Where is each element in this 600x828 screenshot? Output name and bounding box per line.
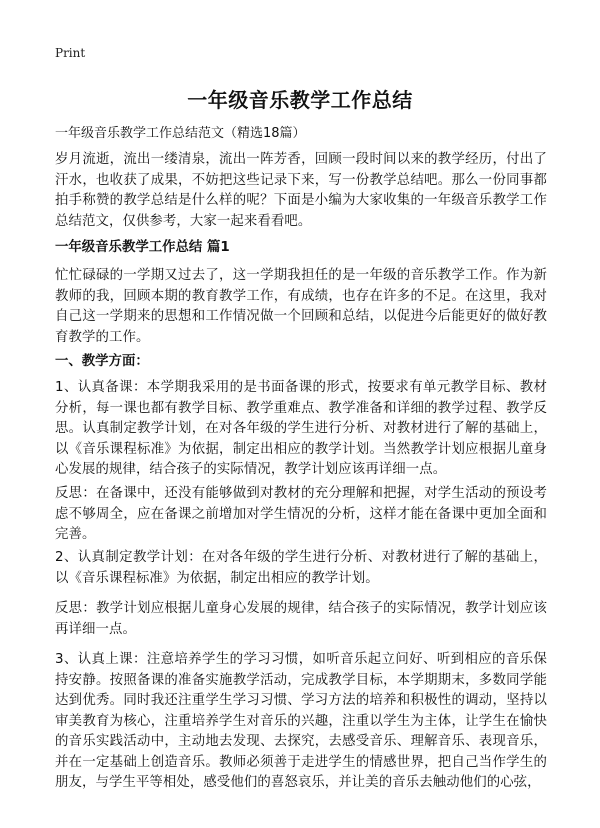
print-link[interactable]: Print (55, 46, 86, 60)
page-title: 一年级音乐教学工作总结 (187, 88, 413, 112)
section-heading: 一年级音乐教学工作总结 篇1 (55, 240, 230, 255)
paragraph-prepare-lessons: 1、认真备课：本学期我采用的是书面备课的形式，按要求有单元教学目标、教材分析，每一课也都有教学目标、教学重难点、教学准备和详细的教学过程、教学反思。认真制定教学计划，在对各年级的学生进行分析、对教材进行了解的基础上，以《音乐课程标准》为依据，制定出相应的教学计划。当然教学计划应根据儿童身心发展的规律，结合孩子的实际情况，教学计划应该再详细一点。 (55, 380, 547, 477)
section-intro-paragraph: 忙忙碌碌的一学期又过去了，这一学期我担任的是一年级的音乐教学工作。作为新教师的我，回顾本期的教育教学工作，有成绩，也存在许多的不足。在这里，我对自己这一学期来的思想和工作情况做一个回顾和总结，以促进今后能更好的做好教育教学的工作。 (55, 268, 547, 345)
document-subtitle: 一年级音乐教学工作总结范文（精选18篇） (55, 126, 306, 141)
paragraph-teaching-plan: 2、认真制定教学计划：在对各年级的学生进行分析、对教材进行了解的基础上，以《音乐课程标准》为依据，制定出相应的教学计划。 (55, 550, 547, 586)
reflection-paragraph-2: 反思：教学计划应根据儿童身心发展的规律，结合孩子的实际情况，教学计划应该再详细一点。 (55, 601, 547, 637)
reflection-paragraph-1: 反思：在备课中，还没有能够做到对教材的充分理解和把握，对学生活动的预设考虑不够周全，应在备课之前增加对学生情况的分析，这样才能在备课中更加全面和完善。 (55, 486, 547, 542)
subheading-teaching: 一、教学方面： (55, 354, 149, 369)
intro-paragraph: 岁月流逝，流出一缕清泉，流出一阵芳香，回顾一段时间以来的教学经历，付出了汗水，也收获了成果，不妨把这些记录下来，写一份教学总结吧。那么一份同事都拍手称赞的教学总结是什么样的呢？下面是小编为大家收集的一年级音乐教学工作总结范文，仅供参考，大家一起来看看吧。 (55, 152, 547, 229)
paragraph-classes: 3、认真上课：注意培养学生的学习习惯，如听音乐起立问好、听到相应的音乐保持安静。按照备课的准备实施教学活动，完成教学目标，本学期期末，多数同学能达到优秀。同时我还注重学生学习习惯、学习方法的培养和积极性的调动，坚持以审美教育为核心，注重培养学生对音乐的兴趣，注重以学生为主体，让学生在愉快的音乐实践活动中，主动地去发现、去探究，去感受音乐、理解音乐、表现音乐，并在一定基础上创造音乐。教师必须善于走进学生的情感世界，把自己当作学生的朋友，与学生平等相处，感受他们的喜怒哀乐，并让美的音乐去触动他们的心弦， (55, 652, 547, 790)
